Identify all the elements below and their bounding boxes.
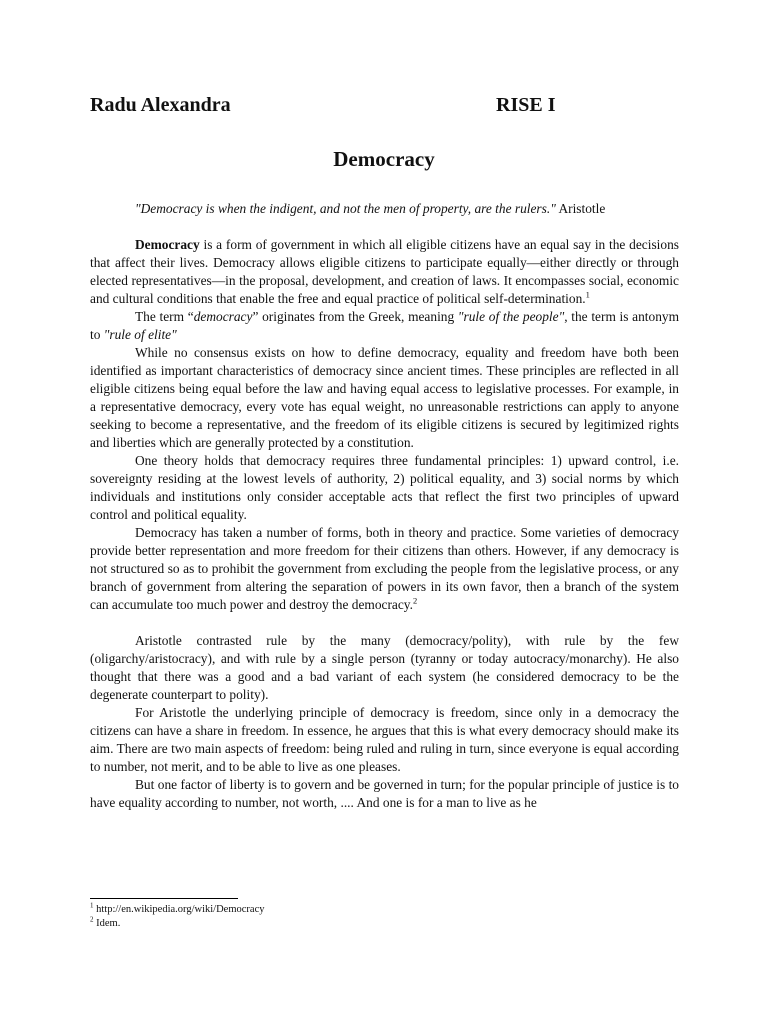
epigraph-attribution: Aristotle — [558, 201, 606, 216]
footnote-ref: 2 — [412, 595, 418, 606]
emphasis-term: democracy — [193, 309, 253, 324]
footnote-item — [90, 903, 679, 917]
footnotes — [90, 898, 679, 931]
paragraph-etymology — [90, 308, 679, 344]
footnote-divider — [90, 898, 238, 899]
footnote-mark: 1 — [90, 901, 94, 910]
document-body — [90, 236, 679, 812]
footnote-mark: 2 — [90, 915, 94, 924]
document-header — [90, 94, 678, 120]
paragraph-aristotle-freedom: For Aristotle the underlying principle of democracy is freedom, since only in a democracy the citizens can have a share in freedom. In essence, he argues that this is what every democracy should make its aim. There are two main aspects of freedom: being ruled and ruling in turn, since everyone is equal according to number, not merit, and to be able to live as one pleases. — [90, 705, 679, 774]
footnote-item — [90, 917, 679, 931]
footnote-ref: 1 — [585, 289, 590, 300]
epigraph-quote: "Democracy is when the indigent, and not the men of property, are the rulers." — [135, 201, 556, 216]
paragraph-definition — [90, 236, 679, 308]
paragraph-text: , the term is antonym to — [90, 309, 680, 342]
paragraph-forms — [90, 524, 679, 614]
course-name: RISE I — [496, 94, 556, 116]
document-title: Democracy — [333, 147, 435, 171]
paragraph-text: Democracy has taken a number of forms, both in theory and practice. Some varieties of democracy provide better representation and more freedom for their citizens than others. However, if any democracy is not structured so as to prohibit the government from excluding the people from the legislative process, or any branch of government from altering the separation of powers in its own favor, then a branch of the system can accumulate too much power and destroy the democracy. — [90, 525, 679, 612]
author-name: Radu Alexandra — [90, 94, 231, 116]
footnote-text: Idem. — [96, 918, 121, 929]
paragraph-theory: One theory holds that democracy requires three fundamental principles: 1) upward control, i.e. sovereignty residing at the lowest levels of authority, 2) political equality, and 3) social norms by which individuals and institutions only consider acceptable acts that reflect the first two principles of upward control and political equality. — [90, 453, 679, 522]
paragraph-principles: While no consensus exists on how to define democracy, equality and freedom have both been identified as important characteristics of democracy since ancient times. These principles are reflected in all eligible citizens being equal before the law and having equal access to legislative processes. For example, in a representative democracy, every vote has equal weight, no unreasonable restrictions can apply to anyone seeking to become a representative, and the freedom of its eligible citizens is secured by legitimized rights and liberties which are generally protected by a constitution. — [90, 345, 679, 450]
emphasis-phrase: "rule of the people" — [457, 309, 565, 324]
defined-term: Democracy — [135, 237, 200, 252]
emphasis-phrase: "rule of elite" — [103, 327, 177, 342]
epigraph — [135, 201, 695, 217]
paragraph-text: The term “ — [135, 309, 194, 324]
paragraph-text: ” originates from the Greek, meaning — [252, 309, 458, 324]
paragraph-text: is a form of government in which all eligible citizens have an equal say in the decisions that affect their lives. Democracy allows eligible citizens to participate equally—either directly or through elected representatives—in the proposal, development, and creation of laws. It encompasses social, economic and cultural conditions that enable the free and equal practice of political self-determination. — [90, 237, 679, 306]
paragraph-aristotle-rule: Aristotle contrasted rule by the many (democracy/polity), with rule by the few (oligarchy/aristocracy), and with rule by a single person (tyranny or today autocracy/monarchy). He also thought that there was a good and a bad variant of each system (he considered democracy to be the degenerate counterpart to polity). — [90, 633, 679, 702]
paragraph-liberty: But one factor of liberty is to govern and be governed in turn; for the popular principle of justice is to have equality according to number, not worth, .... And one is for a man to live as he — [90, 777, 679, 810]
footnote-link[interactable]: http://en.wikipedia.org/wiki/Democracy — [96, 904, 265, 915]
